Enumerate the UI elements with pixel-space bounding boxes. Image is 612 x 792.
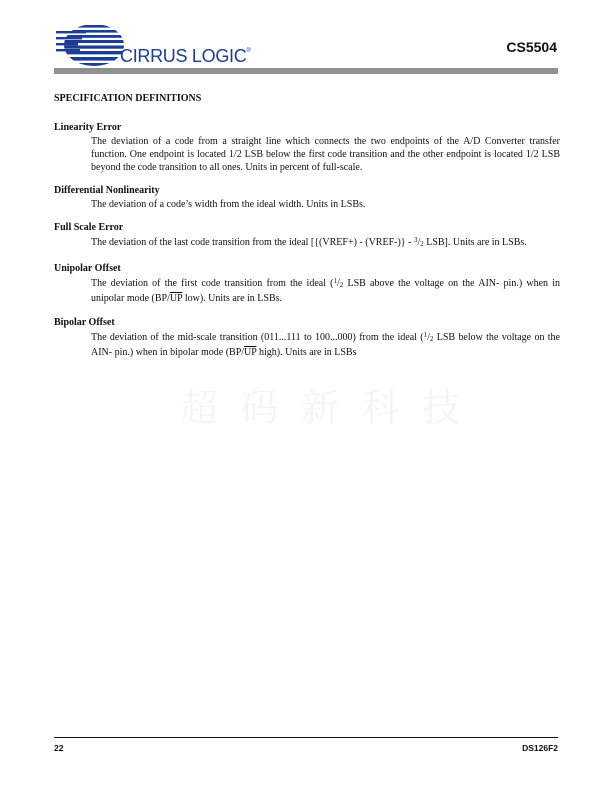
- fraction-denominator: 2: [339, 280, 344, 289]
- term-body-text: LSB above the voltage on the AIN- pin.) when in unipolar mode (BP/: [91, 277, 561, 305]
- faint-watermark: [180, 377, 466, 432]
- logo-text: [120, 46, 251, 67]
- section-title: SPECIFICATION DEFINITIONS: [54, 93, 202, 104]
- overline-signal: $\overline{UP}$: [244, 347, 257, 359]
- fraction-numerator: 1: [423, 330, 428, 339]
- term-differential-nonlinearity: [54, 184, 560, 211]
- term-body-text: The deviation of the last code transition from the ideal [{(VREF+) - (VREF-)} -: [91, 237, 414, 249]
- main-content: [54, 92, 560, 369]
- footer-rule: [54, 737, 558, 738]
- term-unipolar-offset: [54, 262, 560, 306]
- logo-wordmark: CIRRUS LOGIC: [120, 46, 247, 66]
- term-body-text: The deviation of the mid-scale transition (011...111 to 100...000) from the ideal (: [91, 331, 424, 343]
- term-body-text: LSB]. Units are in LSBs.: [423, 237, 527, 249]
- term-full-scale-error: [54, 221, 560, 252]
- fraction-numerator: 1: [333, 276, 338, 285]
- fraction: $^3/_2$: [413, 236, 424, 249]
- term-body-text: LSB below the voltage on the AIN- pin.) when in bipolar mode (BP/: [91, 331, 560, 359]
- fraction-numerator: 3: [413, 236, 418, 245]
- term-linearity-error: [54, 121, 560, 174]
- registered-mark: ®: [246, 48, 251, 54]
- page-number: 22: [54, 743, 64, 753]
- page-header: [0, 0, 612, 80]
- fraction-denominator: 2: [429, 334, 434, 343]
- term-body: [91, 234, 560, 251]
- term-title: Differential Nonlinearity: [54, 185, 160, 197]
- term-body-text: low). Units are in LSBs.: [182, 293, 283, 305]
- term-body: The deviation of a code from a straight line which connects the two endpoints of the A/D Converter transfer function. One endpoint is located 1/2 LSB below the first code transition and the other endpoint is located 1/2 LSB beyond the code transition to all ones. Units in percent of full-scale.: [91, 135, 560, 174]
- overline-signal: $\overline{UP}$: [169, 293, 183, 305]
- term-body-text: high). Units are in LSBs: [256, 347, 357, 359]
- term-body: The deviation of a code’s width from the ideal width. Units in LSBs.: [91, 198, 366, 210]
- term-title: Bipolar Offset: [54, 316, 115, 328]
- term-bipolar-offset: [54, 316, 560, 360]
- fraction-denominator: 2: [420, 240, 424, 249]
- term-body: [91, 275, 560, 306]
- term-body: [91, 329, 560, 360]
- fraction: $^1/_2$: [333, 276, 344, 289]
- term-title: Linearity Error: [54, 122, 122, 134]
- term-title: Full Scale Error: [54, 222, 124, 234]
- fraction: $^1/_2$: [423, 330, 434, 343]
- document-id: CS5504: [506, 39, 557, 55]
- term-body-text: The deviation of the first code transition from the ideal (: [91, 277, 334, 289]
- document-code: DS126F2: [522, 743, 558, 753]
- header-rule: [54, 68, 558, 74]
- term-title: Unipolar Offset: [54, 262, 121, 274]
